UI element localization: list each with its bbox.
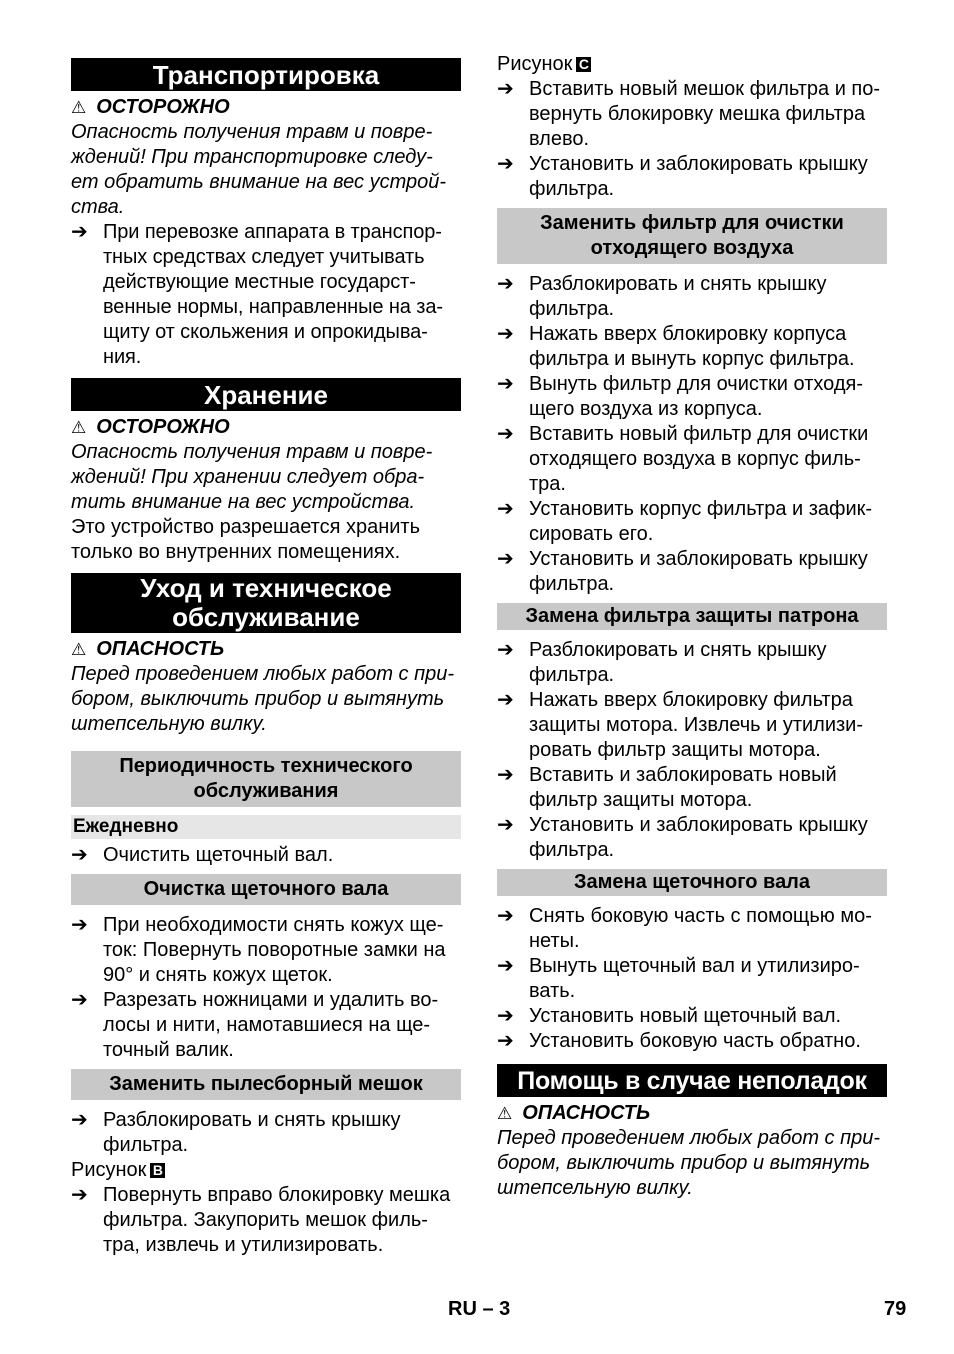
storage-text-line: только во внутренних помещениях. <box>71 541 401 563</box>
arrow-right-icon: ➔ <box>71 989 88 1011</box>
exhaust-filter-steps <box>497 272 887 597</box>
arrow-right-icon: ➔ <box>497 78 514 100</box>
storage-text-line: Это устройство разрешается хранить <box>71 516 421 538</box>
heading-maintenance-interval <box>71 751 461 807</box>
arrow-right-icon: ➔ <box>497 323 514 345</box>
warning-text-line: Опасность получения травм и повре- <box>71 441 433 463</box>
arrow-right-icon: ➔ <box>71 1109 88 1131</box>
arrow-right-icon: ➔ <box>71 914 88 936</box>
daily-steps <box>71 843 461 868</box>
list-item: ➔ Нажать вверх блокировку корпуса фильтра и вынуть корпус фильтра. <box>497 323 855 370</box>
transport-steps <box>71 220 461 370</box>
warning-triangle-icon: ⚠ <box>497 1104 513 1123</box>
arrow-right-icon: ➔ <box>497 423 514 445</box>
arrow-right-icon: ➔ <box>71 1184 88 1206</box>
list-item: ➔ Нажать вверх блокировку фильтра защиты мотора. Извлечь и утилизи- ровать фильтр защиты мотора. <box>497 689 864 761</box>
figure-letter-badge: C <box>576 57 591 72</box>
heading-line: обслуживания <box>193 780 339 802</box>
list-item: ➔ Разблокировать и снять крышку фильтра. <box>71 1109 401 1156</box>
arrow-right-icon: ➔ <box>497 905 514 927</box>
warning-text-line: Опасность получения травм и повре- <box>71 121 433 143</box>
warning-text-line: бором, выключить прибор и вытянуть <box>71 688 445 710</box>
list-item: ➔ Вставить новый мешок фильтра и по- вернуть блокировку мешка фильтра влево. <box>497 78 881 150</box>
warning-triangle-icon: ⚠ <box>71 98 87 117</box>
heading-line: отходящего воздуха <box>590 237 794 259</box>
list-item: ➔ Разблокировать и снять крышку фильтра. <box>497 273 827 320</box>
arrow-right-icon: ➔ <box>497 764 514 786</box>
arrow-right-icon: ➔ <box>497 153 514 175</box>
brush-cleaning-steps <box>71 913 461 1063</box>
arrow-right-icon: ➔ <box>71 221 88 243</box>
warning-text-line: ет обратить внимание на вес устрой- <box>71 171 447 193</box>
heading-line: Заменить фильтр для очистки <box>540 212 844 234</box>
arrow-right-icon: ➔ <box>497 498 514 520</box>
right-column <box>497 52 887 1201</box>
heading-line: Периодичность технического <box>119 755 413 777</box>
warning-text-line: штепсельную вилку. <box>71 713 267 735</box>
warning-triangle-icon: ⚠ <box>71 640 87 659</box>
heading-care <box>71 573 461 633</box>
heading-transport: Транспортировка <box>71 58 461 91</box>
list-item: ➔ Установить корпус фильтра и зафик- сировать его. <box>497 498 873 545</box>
list-item: ➔ При перевозке аппарата в транспор-тных средствах следует учитывать действующие местные государст-венные нормы, направленные на за-щиту от скольжения и опрокидыва-ния. <box>71 221 443 368</box>
list-item: ➔ Установить и заблокировать крышку фильтра. <box>497 153 868 200</box>
list-item: ➔ Установить и заблокировать крышку фильтра. <box>497 814 868 861</box>
warning-caution: ⚠ ОСТОРОЖНО <box>71 96 230 118</box>
list-item: ➔ Вынуть щеточный вал и утилизиро- вать. <box>497 955 860 1002</box>
warning-danger: ⚠ ОПАСНОСТЬ <box>497 1102 651 1124</box>
heading-exhaust-filter <box>497 208 887 264</box>
list-item: ➔ Установить боковую часть обратно. <box>497 1030 861 1052</box>
warning-triangle-icon: ⚠ <box>71 418 87 437</box>
list-item: ➔ При необходимости снять кожух ще- ток: Повернуть поворотные замки на 90° и снять кожух щеток. <box>71 914 446 986</box>
arrow-right-icon: ➔ <box>497 955 514 977</box>
figure-letter-badge: B <box>150 1163 165 1178</box>
arrow-right-icon: ➔ <box>497 689 514 711</box>
left-column <box>71 58 461 1258</box>
figure-reference: Рисунок C <box>497 52 887 77</box>
heading-daily: Ежедневно <box>71 815 461 839</box>
heading-brush-roll: Замена щеточного вала <box>497 869 887 896</box>
warning-danger: ⚠ ОПАСНОСТЬ <box>71 638 225 660</box>
heading-troubleshooting: Помощь в случае неполадок <box>497 1064 887 1097</box>
warning-text-line: ства. <box>71 196 125 218</box>
arrow-right-icon: ➔ <box>497 548 514 570</box>
heading-cartridge-filter: Замена фильтра защиты патрона <box>497 603 887 630</box>
arrow-right-icon: ➔ <box>497 1030 514 1052</box>
heading-care-line: Уход и техническое <box>140 573 392 603</box>
arrow-right-icon: ➔ <box>497 273 514 295</box>
list-item: ➔ Повернуть вправо блокировку мешка фильтра. Закупорить мешок филь- тра, извлечь и утилизировать. <box>71 1184 451 1256</box>
warning-text-line: Перед проведением любых работ с при- <box>497 1127 881 1149</box>
list-item: ➔ Снять боковую часть с помощью мо- неты. <box>497 905 872 952</box>
list-item: ➔ Установить новый щеточный вал. <box>497 1005 842 1027</box>
arrow-right-icon: ➔ <box>71 844 88 866</box>
cartridge-filter-steps <box>497 638 887 863</box>
list-item: ➔ Установить и заблокировать крышку фильтра. <box>497 548 868 595</box>
dust-bag-steps-3 <box>497 77 887 202</box>
heading-care-line: обслуживание <box>172 602 360 632</box>
heading-storage: Хранение <box>71 378 461 411</box>
arrow-right-icon: ➔ <box>497 814 514 836</box>
heading-dust-bag: Заменить пылесборный мешок <box>71 1069 461 1100</box>
list-item: ➔ Разблокировать и снять крышку фильтра. <box>497 639 827 686</box>
warning-caution: ⚠ ОСТОРОЖНО <box>71 416 230 438</box>
figure-reference: Рисунок B <box>71 1158 461 1183</box>
page-number: 79 <box>884 1298 907 1320</box>
heading-brush-cleaning: Очистка щеточного вала <box>71 874 461 905</box>
warning-text-line: бором, выключить прибор и вытянуть <box>497 1152 871 1174</box>
arrow-right-icon: ➔ <box>497 1005 514 1027</box>
list-item: ➔ Вынуть фильтр для очистки отходя- щего воздуха из корпуса. <box>497 373 863 420</box>
arrow-right-icon: ➔ <box>497 373 514 395</box>
list-item: ➔ Вставить новый фильтр для очистки отходящего воздуха в корпус филь- тра. <box>497 423 869 495</box>
dust-bag-steps <box>71 1108 461 1158</box>
warning-text-line: ждений! При хранении следует обра- <box>71 466 425 488</box>
list-item: ➔ Очистить щеточный вал. <box>71 844 334 866</box>
warning-text-line: штепсельную вилку. <box>497 1177 693 1199</box>
warning-text-line: Перед проведением любых работ с при- <box>71 663 455 685</box>
brush-roll-steps <box>497 904 887 1054</box>
section-label: RU – 3 <box>448 1298 511 1320</box>
dust-bag-steps-2 <box>71 1183 461 1258</box>
list-item: ➔ Вставить и заблокировать новый фильтр защиты мотора. <box>497 764 837 811</box>
warning-text-line: ждений! При транспортировке следу- <box>71 146 433 168</box>
warning-text-line: тить внимание на вес устройства. <box>71 491 416 513</box>
list-item: ➔ Разрезать ножницами и удалить во- лосы и нити, намотавшиеся на ще- точный валик. <box>71 989 439 1061</box>
arrow-right-icon: ➔ <box>497 639 514 661</box>
